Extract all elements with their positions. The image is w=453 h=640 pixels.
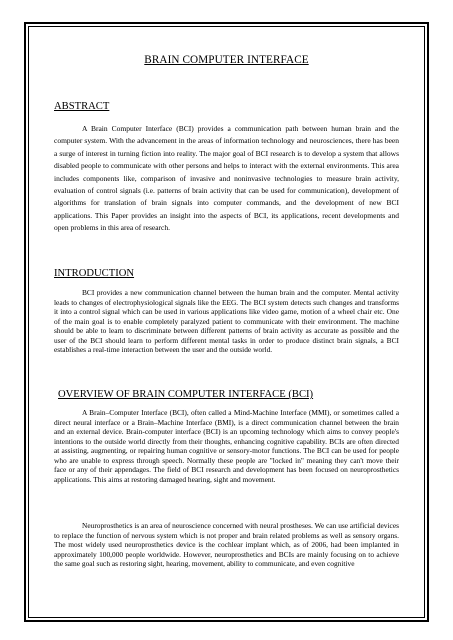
section-heading-introduction: INTRODUCTION — [54, 268, 135, 279]
section-heading-abstract: ABSTRACT — [54, 101, 110, 112]
overview-paragraph-2: Neuroprosthetics is an area of neuroscience concerned with neural prostheses. We can use artificial devices to replace the function of nervous system which is not proper and brain related problems as well as sensory organs. The most widely used neuroprosthetics device is the cochlear implant which, as of 2006, had been implanted in approximately 100,000 people worldwide. However, neuroprosthetics and BCIs are mainly focusing on to achieve the same goal such as restoring sight, hearing, movement, ability to communicate, and even cognitive — [54, 521, 399, 569]
introduction-paragraph: BCI provides a new communication channel between the human brain and the computer. Mental activity leads to changes of electrophysiological signals like the EEG. The BCI system detects such changes and transforms it into a control signal which can be used in various applications like video game, motion of a wheel chair etc. One of the main goal is to enable completely paralyzed patient to communicate with their environment. The machine should be able to learn to discriminate between different patterns of brain activity as accurate as possible and the user of the BCI should learn to perform different mental tasks in order to produce distinct brain signals, a BCI establishes a real-time interaction between the user and the outside world. — [54, 288, 399, 355]
abstract-paragraph: A Brain Computer Interface (BCI) provides a communication path between human brain and the computer system. With the advancement in the areas of information technology and neurosciences, there has been a surge of interest in turning fiction into reality. The major goal of BCI research is to develop a system that allows disabled people to communicate with other persons and helps to interact with the external environments. This area includes components like, comparison of invasive and noninvasive technologies to measure brain activity, evaluation of control signals (i.e. patterns of brain activity that can be used for communication), development of algorithms for translation of brain signals into computer commands, and the development of new BCI applications. This Paper provides an insight into the aspects of BCI, its applications, recent developments and open problems in this area of research. — [54, 124, 399, 233]
section-heading-overview: OVERVIEW OF BRAIN COMPUTER INTERFACE (BCI) — [58, 389, 314, 400]
document-title: BRAIN COMPUTER INTERFACE — [144, 54, 309, 66]
overview-paragraph-1: A Brain–Computer Interface (BCI), often called a Mind-Machine Interface (MMI), or sometimes called a direct neural interface or a Brain–Machine Interface (BMI), is a direct communication channel between the brain and an external device. Brain-computer interface (BCI) is an upcoming technology which aims to convey people's intentions to the outside world directly from their thoughts, enhancing cognitive capability. BCIs are often directed at assisting, augmenting, or repairing human cognitive or sensory-motor functions. The BCI can be used for people who are unable to express through speech. Normally these people are "locked in" meaning they can't move their face or any of their appendages. The field of BCI research and development has been focused on neuroprosthetics applications. This aims at restoring damaged hearing, sight and movement. — [54, 408, 399, 484]
